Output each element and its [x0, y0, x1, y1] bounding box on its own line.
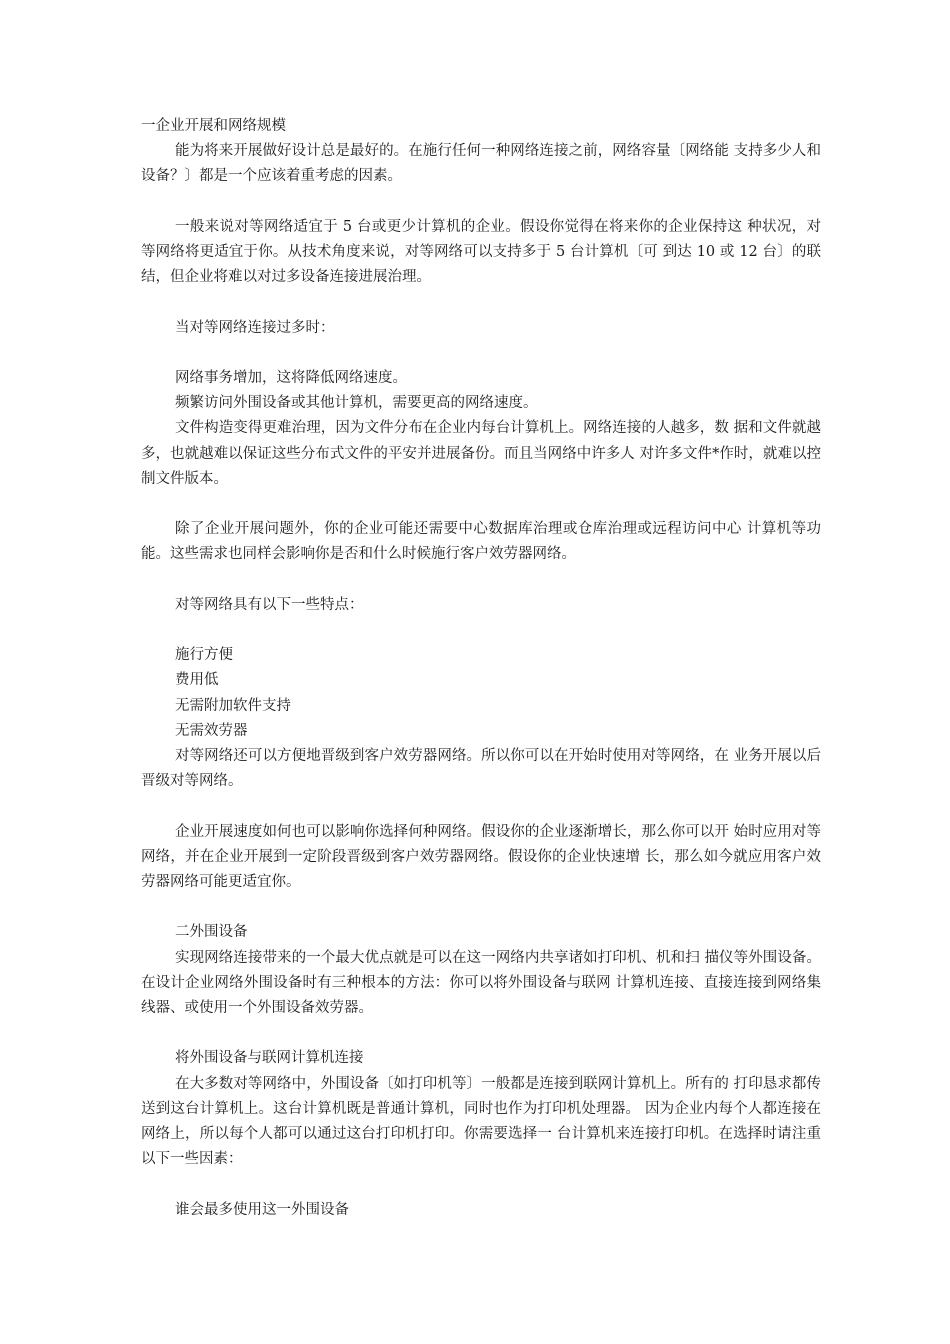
feature-item-no-server: 无需效劳器 [175, 722, 248, 739]
feature-item-easy: 施行方便 [175, 647, 233, 664]
spacer [141, 290, 821, 315]
spacer [141, 190, 821, 215]
spacer [141, 1172, 821, 1197]
list-item-who-uses-most: 谁会最多使用这一外围设备 [175, 1201, 349, 1218]
paragraph-printer-connection: 在大多数对等网络中，外围设备〔如打印机等〕一般都是连接到联网计算机上。所有的 打印恳求都传送到这台计算机上。这台计算机既是普通计算机，同时也作为打印机处理器。 因为企业内每个人都连接在网络上，所以每个人都可以通过这台打印机打印。你需要选择一 台计算机来连接打印机。在选择时请注重以下一些因素： [141, 1075, 821, 1168]
paragraph-upgrade: 对等网络还可以方便地晋级到客户效劳器网络。所以你可以在开始时使用对等网络，在 业务开展以后晋级对等网络。 [141, 747, 821, 790]
paragraph-peripherals: 实现网络连接带来的一个最大优点就是可以在这一网络内共享诸如打印机、机和扫 描仪等外围设备。在设计企业网络外围设备时有三种根本的方法：你可以将外围设备与联网 计算机连接、直接连接到网络集线器、或使用一个外围设备效劳器。 [141, 949, 821, 1016]
document-page [141, 114, 821, 1223]
section-heading-1: 一企业开展和网络规模 [141, 118, 286, 134]
spacer [141, 568, 821, 593]
spacer [141, 618, 821, 643]
spacer [141, 1021, 821, 1046]
spacer [141, 492, 821, 517]
paragraph-features-intro: 对等网络具有以下一些特点： [175, 596, 364, 613]
list-item-file-management: 文件构造变得更难治理，因为文件分布在企业内每台计算机上。网络连接的人越多，数 据和文件就越多，也就越难以保证这些分布式文件的平安并进展备份。而且当网络中许多人 对许多文件*作时，就难以控制文件版本。 [141, 420, 821, 487]
spacer [141, 341, 821, 366]
paragraph-network-capacity: 能为将来开展做好设计总是最好的。在施行任何一种网络连接之前，网络容量〔网络能 支持多少人和设备？〕都是一个应该着重考虑的因素。 [141, 143, 821, 185]
subheading-connect-peripherals: 将外围设备与联网计算机连接 [175, 1050, 364, 1067]
spacer [141, 794, 821, 819]
paragraph-other-needs: 除了企业开展问题外，你的企业可能还需要中心数据库治理或仓库治理或远程访问中心 计算机等功能。这些需求也同样会影响你是否和什么时候施行客户效劳器网络。 [141, 521, 821, 563]
spacer [141, 895, 821, 920]
list-item-traffic: 网络事务增加，这将降低网络速度。 [175, 369, 407, 386]
list-item-speed: 频繁访问外围设备或其他计算机，需要更高的网络速度。 [175, 395, 538, 412]
feature-item-no-software: 无需附加软件支持 [175, 697, 291, 714]
paragraph-peer-network-size: 一般来说对等网络适宜于 5 台或更少计算机的企业。假设你觉得在将来你的企业保持这 种状况，对等网络将更适宜于你。从技术角度来说，对等网络可以支持多于 5 台计算机〔可 到达 10 或 12 台〕的联结，但企业将难以对过多设备连接进展治理。 [141, 218, 821, 286]
paragraph-too-many-connections: 当对等网络连接过多时： [175, 319, 335, 336]
section-heading-2: 二外围设备 [175, 924, 248, 941]
paragraph-growth-speed: 企业开展速度如何也可以影响你选择何种网络。假设你的企业逐渐增长，那么你可以开 始时应用对等网络，并在企业开展到一定阶段晋级到客户效劳器网络。假设你的企业快速增 长，那么如今就应用客户效劳器网络可能更适宜你。 [141, 823, 821, 890]
feature-item-cheap: 费用低 [175, 672, 219, 689]
